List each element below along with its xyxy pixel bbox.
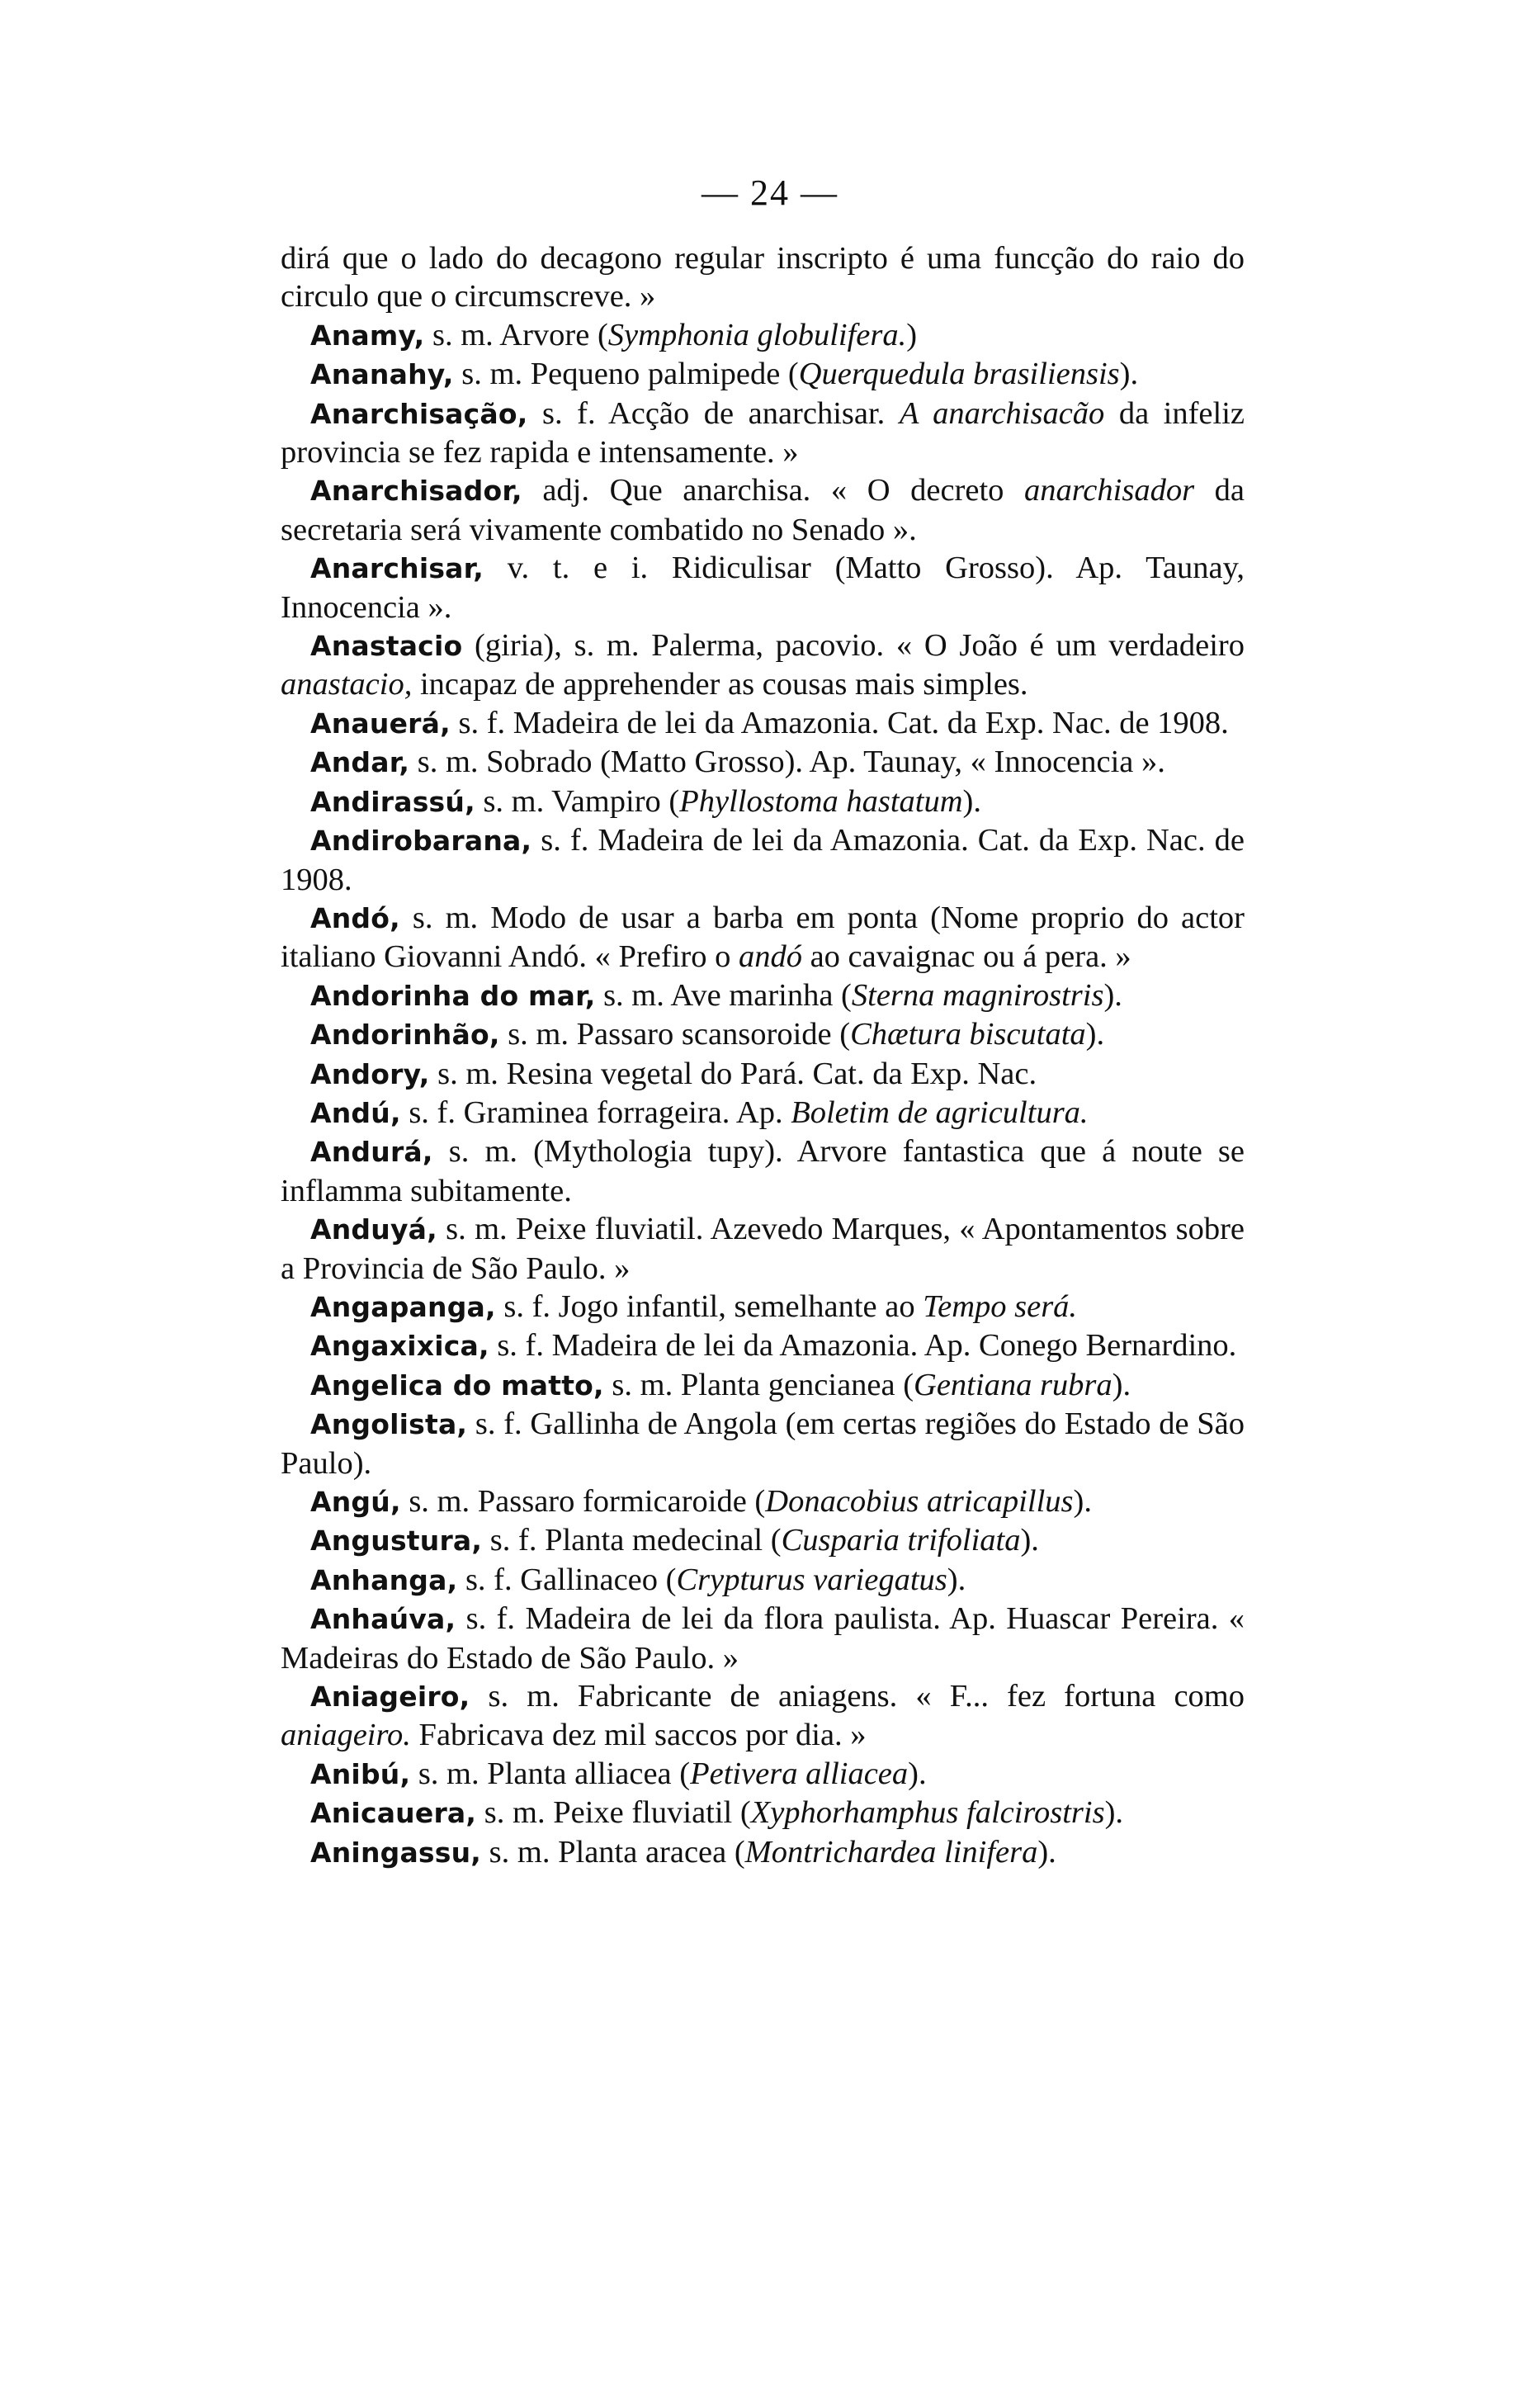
entry-definition-text: s. m. (Mythologia tupy). Arvore fantastica que á noute se inflamma subitamente.: [281, 1134, 1245, 1208]
text-column: [281, 239, 1245, 1872]
entry-definition-text: s. m. Planta alliacea (: [410, 1756, 691, 1791]
entry-headword: Andurá,: [310, 1136, 433, 1169]
entry-italic-text: anarchisador: [1024, 473, 1195, 508]
entry-definition-text: da secretaria será vivamente combatido no Senado ».: [281, 473, 1245, 547]
dictionary-entry: [281, 1132, 1245, 1210]
entry-headword: Anarchisação,: [310, 397, 528, 430]
entry-definition-text: Fabricava dez mil saccos por dia. »: [410, 1718, 867, 1753]
entry-headword: Anauerá,: [310, 707, 451, 740]
entry-definition-text: adj. Que anarchisa. « O decreto: [522, 473, 1024, 508]
entry-headword: Anhanga,: [310, 1563, 458, 1596]
entry-definition-text: v. t. e i. Ridiculisar (Matto Grosso). Ap. Taunay, Innocencia ».: [281, 551, 1245, 625]
dictionary-entry: [281, 782, 1245, 821]
dictionary-entry: [281, 471, 1245, 549]
entry-definition-text: s. m. Arvore (: [424, 317, 608, 352]
entry-definition-text: s. f. Madeira de lei da Amazonia. Ap. Conego Bernardino.: [489, 1328, 1237, 1364]
entry-headword: Ananahy,: [310, 358, 454, 391]
entry-definition-text: s. f. Acção de anarchisar.: [527, 395, 900, 431]
entry-italic-text: Boletim de agricultura.: [791, 1094, 1089, 1130]
dictionary-entry: [281, 899, 1245, 976]
dictionary-entry: [281, 1055, 1245, 1094]
entry-headword: Andar,: [310, 746, 410, 779]
entry-italic-text: Xyphorhamphus falcirostris: [750, 1795, 1105, 1831]
entry-definition-text: s. f. Madeira de lei da flora paulista. Ap. Huascar Pereira. « Madeiras do Estado de São Paulo. »: [281, 1601, 1245, 1676]
entry-headword: Aniageiro,: [310, 1681, 470, 1714]
entry-definition-text: ).: [962, 783, 981, 819]
dictionary-entry: [281, 1755, 1245, 1794]
entry-headword: Anhaúva,: [310, 1603, 456, 1636]
dictionary-entry: [281, 626, 1245, 704]
entry-italic-text: Sterna magnirostris: [851, 977, 1104, 1013]
entry-definition-text: ).: [1104, 1795, 1124, 1831]
entry-definition-text: ).: [1103, 977, 1122, 1013]
entry-headword: Anduyá,: [310, 1213, 437, 1246]
entry-definition-text: ).: [1020, 1523, 1039, 1558]
entry-definition-text: s. m. Pequeno palmipede (: [453, 357, 799, 392]
entry-definition-text: ): [906, 317, 918, 352]
dictionary-entry: [281, 1405, 1245, 1482]
entry-headword: Angaxixica,: [310, 1330, 489, 1363]
entry-headword: Anarchisador,: [310, 475, 522, 508]
entry-definition-text: ).: [1112, 1367, 1131, 1402]
entry-headword: Angelica do matto,: [310, 1369, 604, 1402]
entry-definition-text: s. m. Ave marinha (: [595, 977, 852, 1013]
entry-definition-text: ).: [1085, 1017, 1105, 1052]
dictionary-entry: [281, 316, 1245, 355]
entry-definition-text: s. m. Fabricante de aniagens. « F... fez fortuna como: [470, 1679, 1245, 1714]
entry-definition-text: s. m. Passaro scansoroide (: [499, 1017, 851, 1052]
dictionary-entry: [281, 1600, 1245, 1677]
entry-headword: Aningassu,: [310, 1836, 482, 1869]
entry-definition-text: s. f. Jogo infantil, semelhante ao: [495, 1288, 924, 1324]
entry-italic-text: Gentiana rubra: [914, 1367, 1112, 1402]
entry-italic-text: anastacio,: [281, 667, 413, 702]
entry-headword: Andorinha do mar,: [310, 979, 596, 1012]
entry-definition-text: ).: [1073, 1484, 1092, 1519]
entry-definition-text: s. f. Planta medecinal (: [482, 1523, 782, 1558]
entry-headword: Andirobarana,: [310, 825, 532, 858]
entry-headword: Andú,: [310, 1096, 401, 1129]
entry-italic-text: Chætura biscutata: [850, 1017, 1086, 1052]
entry-headword: Anastacio: [310, 630, 463, 663]
entry-italic-text: Querquedula brasiliensis: [798, 357, 1120, 392]
entry-italic-text: Montrichardea linifera: [744, 1834, 1038, 1870]
entry-definition-text: s. f. Gallinha de Angola (em certas regiões do Estado de São Paulo).: [281, 1406, 1245, 1481]
entry-definition-text: s. f. Madeira de lei da Amazonia. Cat. da Exp. Nac. de 1908.: [281, 823, 1245, 897]
entry-italic-text: Symphonia globulifera.: [607, 317, 907, 352]
entry-definition-text: ).: [947, 1562, 966, 1597]
dictionary-entry: [281, 1210, 1245, 1288]
dictionary-entry: [281, 1794, 1245, 1832]
dictionary-entry: [281, 1366, 1245, 1405]
entry-definition-text: s. m. Vampiro (: [475, 783, 680, 819]
entry-headword: Anibú,: [310, 1757, 411, 1790]
entry-headword: Angustura,: [310, 1525, 483, 1558]
entry-definition-text: (giria), s. m. Palerma, pacovio. « O João é um verdadeiro: [462, 628, 1245, 664]
entry-headword: Andory,: [310, 1057, 430, 1090]
entry-italic-text: Donacobius atricapillus: [765, 1484, 1074, 1519]
dictionary-entry: [281, 549, 1245, 626]
entry-italic-text: Petivera alliacea: [690, 1756, 909, 1791]
entry-definition-text: s. m. Resina vegetal do Pará. Cat. da Exp. Nac.: [429, 1056, 1037, 1091]
dictionary-entry: [281, 704, 1245, 743]
entry-definition-text: s. f. Graminea forrageira. Ap.: [400, 1094, 791, 1130]
dictionary-entry: [281, 1094, 1245, 1132]
entry-headword: Anarchisar,: [310, 552, 484, 585]
dictionary-entry: [281, 1561, 1245, 1600]
dictionary-entry: [281, 976, 1245, 1015]
entry-definition-text: da infeliz provincia se fez rapida e intensamente. »: [281, 395, 1245, 470]
entry-definition-text: incapaz de apprehender as cousas mais simples.: [412, 667, 1028, 702]
entry-definition-text: ).: [908, 1756, 927, 1791]
entry-italic-text: A anarchisacão: [899, 395, 1105, 431]
entry-definition-text: s. f. Madeira de lei da Amazonia. Cat. da Exp. Nac. de 1908.: [450, 705, 1229, 740]
dictionary-entry: [281, 1288, 1245, 1326]
entry-italic-text: Phyllostoma hastatum: [679, 783, 963, 819]
entry-definition-text: s. m. Modo de usar a barba em ponta (Nome proprio do actor italiano Giovanni Andó. « Prefiro o: [281, 900, 1245, 975]
entry-definition-text: s. m. Passaro formicaroide (: [400, 1484, 766, 1519]
dictionary-entry: [281, 395, 1245, 472]
dictionary-entry: [281, 1521, 1245, 1560]
entry-headword: Angú,: [310, 1486, 401, 1518]
page-number: — 24 —: [702, 173, 838, 213]
dictionary-entry: [281, 1833, 1245, 1872]
entry-definition-text: ao cavaignac ou á pera. »: [801, 939, 1131, 975]
entry-definition-text: s. m. Sobrado (Matto Grosso). Ap. Taunay, « Innocencia ».: [409, 745, 1165, 780]
entry-definition-text: s. m. Peixe fluviatil (: [476, 1795, 751, 1831]
entry-definition-text: s. f. Gallinaceo (: [457, 1562, 677, 1597]
entry-italic-text: Cusparia trifoliata: [781, 1523, 1021, 1558]
entry-definition-text: ).: [1037, 1834, 1056, 1870]
entry-italic-text: andó: [738, 939, 802, 975]
dictionary-entry: [281, 1482, 1245, 1521]
entry-definition-text: s. m. Planta gencianea (: [603, 1367, 914, 1402]
dictionary-entry: [281, 1677, 1245, 1755]
dictionary-entry: [281, 355, 1245, 394]
entry-headword: Anicauera,: [310, 1797, 477, 1830]
entry-definition-text: s. m. Planta aracea (: [481, 1834, 745, 1870]
dictionary-entry: [281, 1015, 1245, 1054]
entry-italic-text: Tempo será.: [923, 1288, 1078, 1324]
entry-definition-text: s. m. Peixe fluviatil. Azevedo Marques, « Apontamentos sobre a Provincia de São Paulo. »: [281, 1212, 1245, 1286]
dictionary-entry: [281, 1326, 1245, 1365]
entry-definition-text: ).: [1119, 357, 1139, 392]
entry-headword: Anamy,: [310, 319, 425, 352]
entry-headword: Andirassú,: [310, 785, 475, 818]
entry-italic-text: aniageiro.: [281, 1718, 411, 1753]
entry-italic-text: Crypturus variegatus: [676, 1562, 947, 1597]
continuation-paragraph: dirá que o lado do decagono regular inscripto é uma funcção do raio do circulo que o circumscreve. »: [281, 241, 1245, 314]
entry-headword: Andorinhão,: [310, 1019, 500, 1052]
dictionary-entry: [281, 743, 1245, 782]
entry-headword: Angolista,: [310, 1408, 468, 1441]
entry-headword: Angapanga,: [310, 1290, 496, 1323]
dictionary-entry: [281, 821, 1245, 899]
entry-headword: Andó,: [310, 901, 400, 934]
